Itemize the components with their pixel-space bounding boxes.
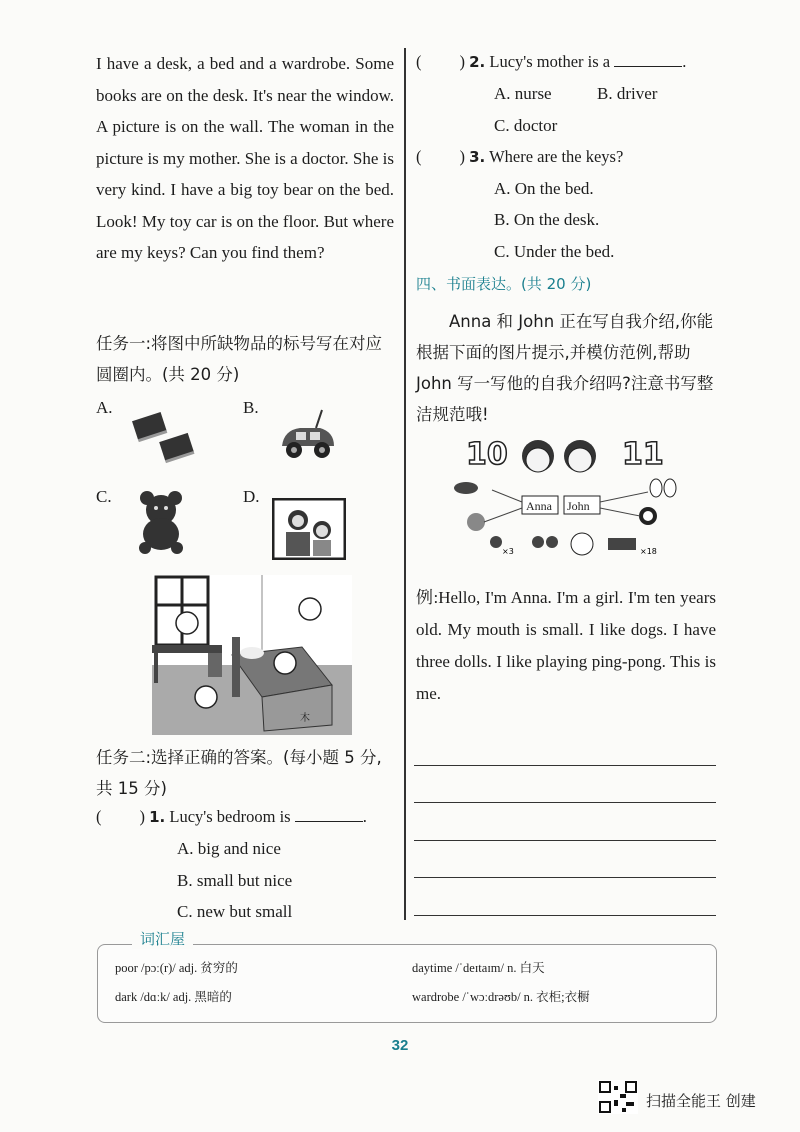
q2-choice-b[interactable]: B. driver <box>597 84 658 103</box>
question-number: 3. <box>469 148 486 166</box>
vocab-entry: poor /pɔː(r)/ adj. 贫穷的 <box>115 961 238 975</box>
passage-text: I have a desk, a bed and a wardrobe. Some books are on the desk. It's near the window. A picture is on the wall. The woman in the picture is my mother. She is a doctor. She is very kind. I have a big toy bear on the bed. Look! My toy car is on the floor. But where are my keys? Can you find them? <box>96 54 394 262</box>
question-number: 2. <box>469 53 486 71</box>
vocab-entry: wardrobe /ˈwɔːdrəʊb/ n. 衣柜;衣橱 <box>412 990 590 1004</box>
q2-choice-a[interactable]: A. nurse <box>494 84 552 103</box>
task2-title: 任务二:选择正确的答案。(每小题 5 分,共 15 分) <box>96 748 382 798</box>
question-end: . <box>682 52 687 71</box>
answer-paren-close: ) <box>459 52 465 71</box>
question-3 <box>416 147 623 167</box>
bedroom-illustration <box>152 575 352 740</box>
question-number: 1. <box>149 808 166 826</box>
question-stem: Lucy's mother is a <box>489 52 611 71</box>
question-stem: Where are the keys? <box>489 147 624 166</box>
answer-paren-close: ) <box>139 807 145 826</box>
fill-blank[interactable] <box>614 52 682 67</box>
anna-john-illustration <box>452 430 692 577</box>
answer-paren-close: ) <box>459 147 465 166</box>
q1-choice-c[interactable]: C. new but small <box>177 902 293 921</box>
q1-choice-b[interactable]: B. small but nice <box>177 871 293 890</box>
dolls-count: ×3 <box>502 547 514 556</box>
column-divider <box>404 48 406 920</box>
writing-line-1[interactable] <box>414 765 716 766</box>
option-d-label: D. <box>243 487 260 506</box>
writing-line-4[interactable] <box>414 877 716 878</box>
fill-blank[interactable] <box>295 807 363 822</box>
page-number: 32 <box>391 1037 409 1054</box>
reading-passage <box>96 48 394 269</box>
vocab-entry: dark /dɑːk/ adj. 黑暗的 <box>115 990 232 1004</box>
q2-choice-c[interactable]: C. doctor <box>494 116 558 135</box>
family-picture-illustration <box>272 498 346 565</box>
age-10-label: 10 <box>466 437 508 472</box>
option-c-label: C. <box>96 487 112 506</box>
writing-line-3[interactable] <box>414 840 716 841</box>
task1-title: 任务一:将图中所缺物品的标号写在对应圆圈内。(共 20 分) <box>96 334 383 384</box>
question-1 <box>96 807 367 827</box>
writing-line-5[interactable] <box>414 915 716 916</box>
qr-code-icon <box>598 1080 638 1119</box>
svg-text:木: 木 <box>300 713 310 724</box>
writing-line-2[interactable] <box>414 802 716 803</box>
example-text: 例:Hello, I'm Anna. I'm a girl. I'm ten years old. My mouth is small. I like dogs. I have three dolls. I like playing ping-pong. This is me. <box>416 588 716 703</box>
section4-title: 四、书面表达。(共 20 分) <box>416 275 592 293</box>
john-label: John <box>567 499 590 513</box>
toy-car-illustration <box>276 406 340 471</box>
cars-count: ×18 <box>640 547 657 556</box>
books-illustration <box>130 408 200 469</box>
option-b-label: B. <box>243 398 259 417</box>
question-end: . <box>362 807 367 826</box>
q3-choice-a[interactable]: A. On the bed. <box>494 179 594 198</box>
age-11-label: 11 <box>622 437 664 472</box>
section4-intro: Anna 和 John 正在写自我介绍,你能根据下面的图片提示,并模仿范例,帮助 John 写一写他的自我介绍吗?注意书写整洁规范哦! <box>416 312 714 424</box>
answer-paren-open: ( <box>416 52 422 71</box>
answer-paren-open: ( <box>416 147 422 166</box>
q3-choice-c[interactable]: C. Under the bed. <box>494 242 615 261</box>
vocab-title: 词汇屋 <box>132 928 193 949</box>
question-2 <box>416 52 686 72</box>
question-stem: Lucy's bedroom is <box>169 807 291 826</box>
teddy-bear-illustration <box>135 490 187 559</box>
q3-choice-b[interactable]: B. On the desk. <box>494 210 600 229</box>
vocab-box <box>97 944 717 1023</box>
q1-choice-a[interactable]: A. big and nice <box>177 839 281 858</box>
option-a-label: A. <box>96 398 113 417</box>
watermark-text: 扫描全能王 创建 <box>646 1092 756 1110</box>
answer-paren-open: ( <box>96 807 102 826</box>
vocab-entry: daytime /ˈdeɪtaɪm/ n. 白天 <box>412 961 545 975</box>
anna-label: Anna <box>526 499 552 513</box>
